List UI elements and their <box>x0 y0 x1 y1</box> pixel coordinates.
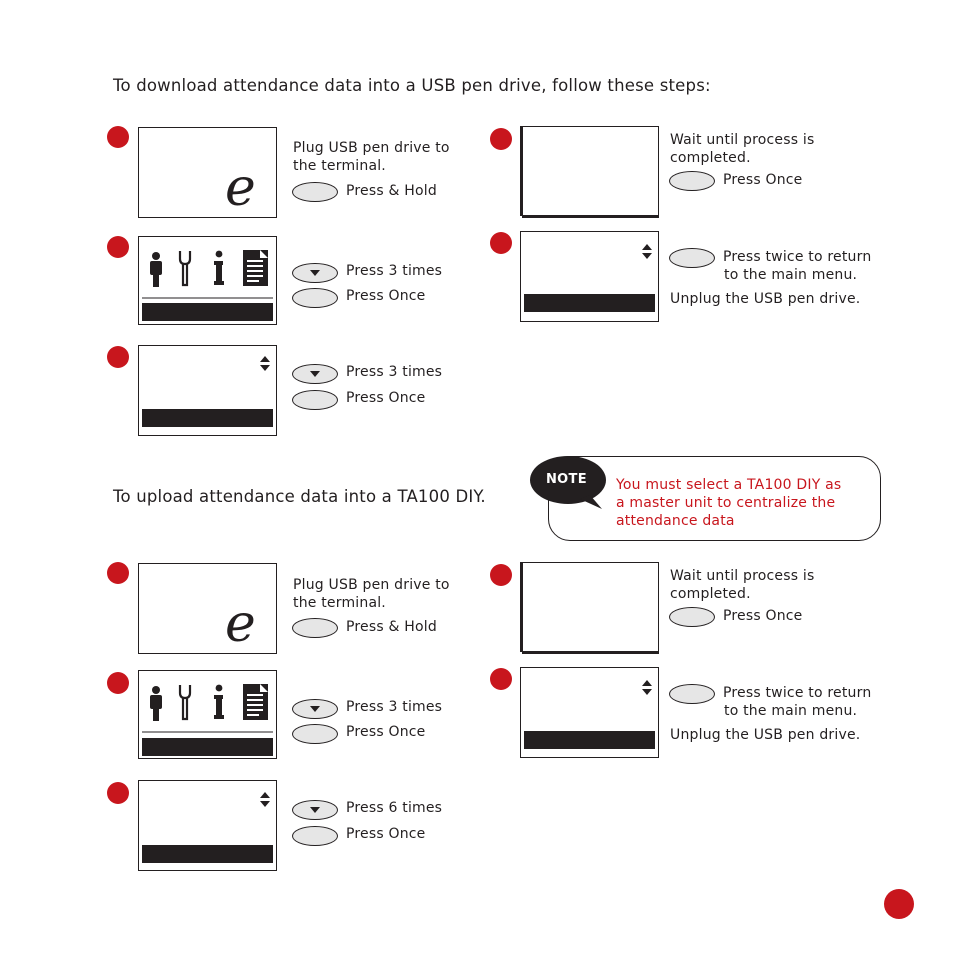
selection-bar <box>524 294 655 312</box>
press-label: Press 3 times <box>346 263 443 279</box>
step-dot <box>490 232 512 254</box>
down-arrow-button[interactable] <box>292 699 338 719</box>
wrench-icon <box>180 685 190 719</box>
terminal-screen-processing <box>522 562 659 652</box>
upload-heading: To upload attendance data into a TA100 DIY. <box>113 487 486 506</box>
terminal-screen-list <box>138 780 277 871</box>
step-dot <box>107 782 129 804</box>
terminal-screen-processing <box>522 126 659 216</box>
step-dot <box>490 564 512 586</box>
step-instruction: Wait until process is completed. <box>670 568 815 602</box>
ok-button[interactable] <box>669 607 715 627</box>
e-logo-icon: e <box>225 158 256 218</box>
step-dot <box>107 672 129 694</box>
info-icon <box>214 685 224 719</box>
document-icon <box>243 250 268 286</box>
unplug-label: Unplug the USB pen drive. <box>670 727 861 743</box>
note-badge-label: NOTE <box>546 472 587 487</box>
ok-button[interactable] <box>669 684 715 704</box>
selection-bar <box>142 845 273 863</box>
ok-button[interactable] <box>669 171 715 191</box>
ok-button[interactable] <box>292 724 338 744</box>
up-down-arrow-icon <box>259 356 271 374</box>
e-logo-icon: e <box>225 594 256 654</box>
terminal-screen-idle <box>138 127 277 218</box>
ok-button[interactable] <box>292 618 338 638</box>
note-text: You must select a TA100 DIY as a master unit to centralize the attendance data <box>616 477 842 529</box>
press-label: Press 3 times <box>346 699 443 715</box>
download-heading: To download attendance data into a USB pen drive, follow these steps: <box>113 76 711 95</box>
step-instruction: Press twice to return to the main menu. <box>723 685 872 719</box>
step-dot <box>490 128 512 150</box>
up-down-arrow-icon <box>641 680 653 698</box>
selection-bar <box>142 303 273 321</box>
selection-bar <box>524 731 655 749</box>
step-dot <box>107 562 129 584</box>
down-arrow-icon <box>310 371 320 377</box>
terminal-screen-done <box>520 231 659 322</box>
page-marker-dot <box>884 889 914 919</box>
selection-bar <box>142 409 273 427</box>
document-icon <box>243 684 268 720</box>
down-arrow-icon <box>310 807 320 813</box>
up-down-arrow-icon <box>641 244 653 262</box>
terminal-screen-menu <box>138 236 277 325</box>
info-icon <box>214 251 224 285</box>
ok-button[interactable] <box>292 826 338 846</box>
up-down-arrow-icon <box>259 792 271 810</box>
terminal-screen-list <box>138 345 277 436</box>
person-icon <box>150 252 162 287</box>
press-label: Press 6 times <box>346 800 443 816</box>
press-label: Press Once <box>346 724 426 740</box>
press-label: Press & Hold <box>346 183 437 199</box>
press-label: Press 3 times <box>346 364 443 380</box>
step-instruction: Plug USB pen drive to the terminal. <box>293 577 450 611</box>
step-instruction: Plug USB pen drive to the terminal. <box>293 140 450 174</box>
step-instruction: Press twice to return to the main menu. <box>723 249 872 283</box>
step-dot <box>107 236 129 258</box>
ok-button[interactable] <box>669 248 715 268</box>
down-arrow-icon <box>310 270 320 276</box>
person-icon <box>150 686 162 721</box>
press-label: Press Once <box>346 826 426 842</box>
wrench-icon <box>180 251 190 285</box>
ok-button[interactable] <box>292 288 338 308</box>
terminal-screen-done <box>520 667 659 758</box>
press-label: Press Once <box>346 288 426 304</box>
press-label: Press Once <box>723 172 803 188</box>
press-label: Press & Hold <box>346 619 437 635</box>
step-dot <box>107 126 129 148</box>
down-arrow-button[interactable] <box>292 263 338 283</box>
step-instruction: Wait until process is completed. <box>670 132 815 166</box>
selection-bar <box>142 738 273 756</box>
step-dot <box>107 346 129 368</box>
down-arrow-icon <box>310 706 320 712</box>
down-arrow-button[interactable] <box>292 364 338 384</box>
step-dot <box>490 668 512 690</box>
terminal-screen-menu <box>138 670 277 759</box>
ok-button[interactable] <box>292 182 338 202</box>
ok-button[interactable] <box>292 390 338 410</box>
press-label: Press Once <box>346 390 426 406</box>
down-arrow-button[interactable] <box>292 800 338 820</box>
terminal-screen-idle <box>138 563 277 654</box>
unplug-label: Unplug the USB pen drive. <box>670 291 861 307</box>
press-label: Press Once <box>723 608 803 624</box>
